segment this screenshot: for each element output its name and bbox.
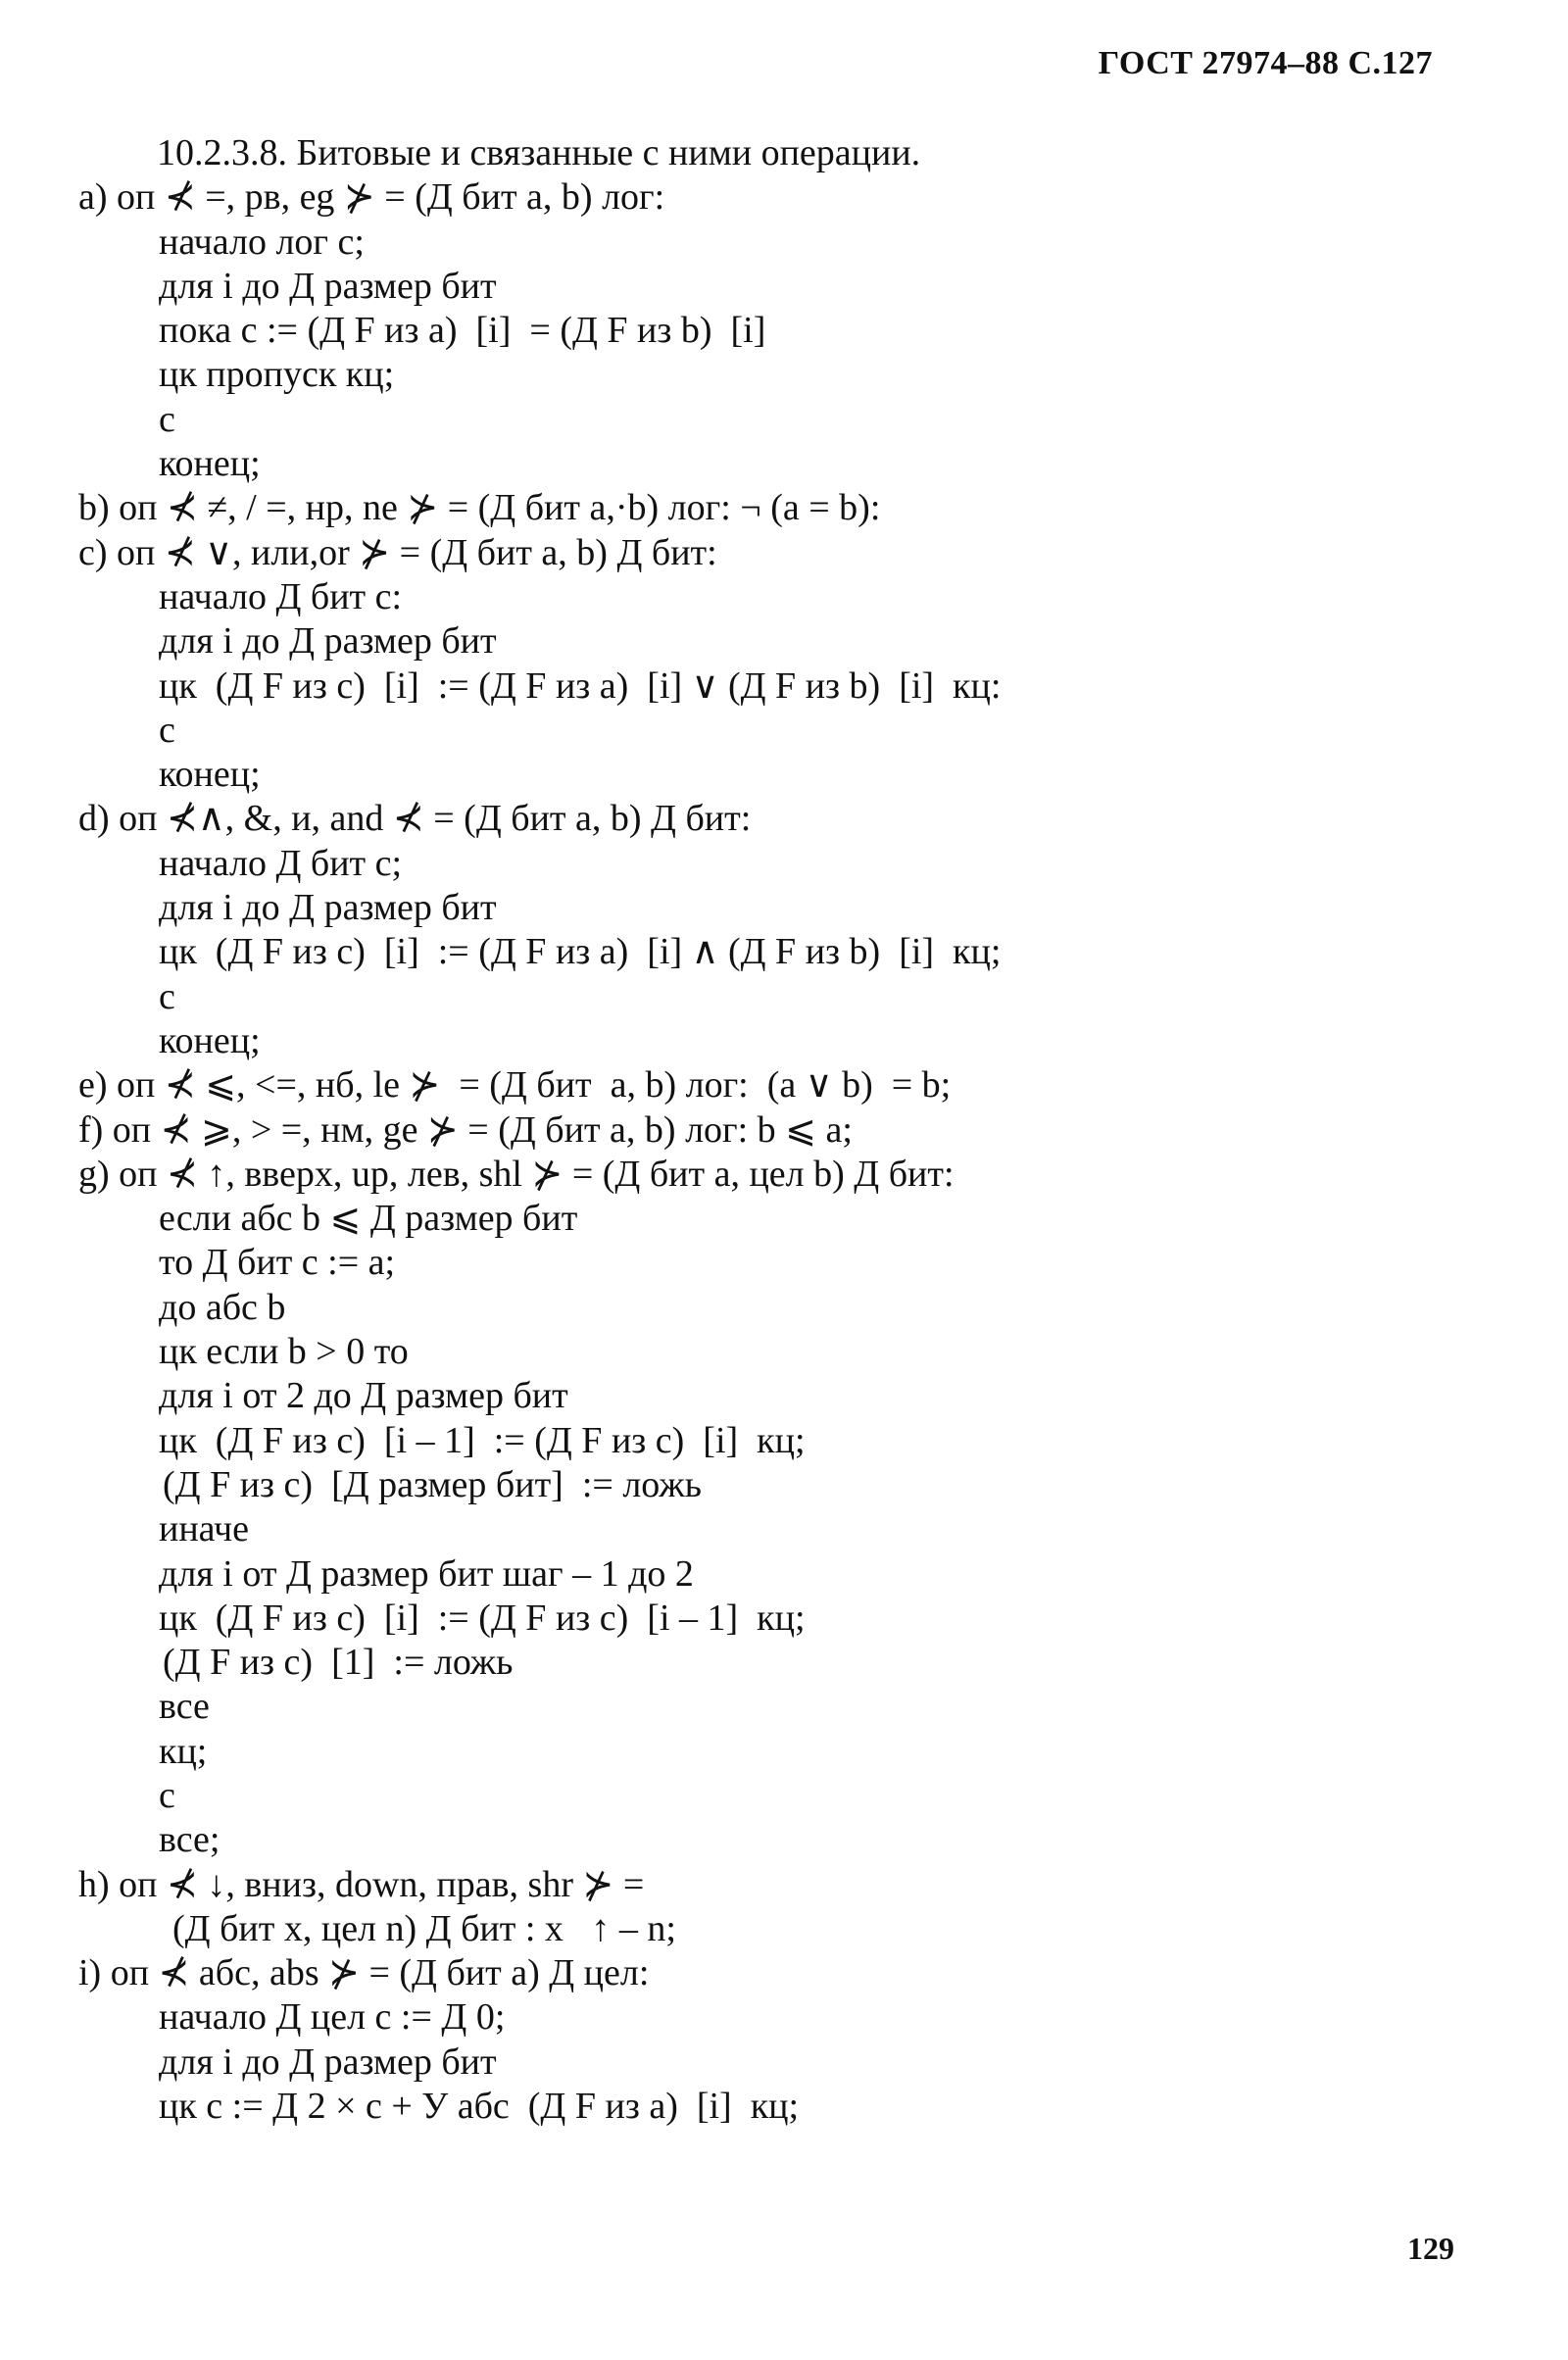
text-line: до абс b	[159, 1286, 286, 1328]
text-line: все	[159, 1686, 210, 1728]
text-line: цк (Д F из c) [i – 1] := (Д F из c) [i] кц;	[159, 1419, 806, 1461]
text-line: h) оп ⊀ ↓, вниз, down, прав, shr ⊁ =	[78, 1863, 645, 1905]
text-line: конец;	[159, 1019, 261, 1061]
text-line: (Д F из c) [Д размер бит] := ложь	[163, 1463, 702, 1505]
text-line: цк (Д F из c) [i] := (Д F из a) [i] ∧ (Д F из b) [i] кц;	[159, 931, 1002, 973]
text-line: конец;	[159, 754, 261, 796]
text-line: цк пропуск кц;	[159, 354, 395, 396]
text-line: для i до Д размер бит	[159, 887, 497, 929]
text-line: для i до Д размер бит	[159, 2040, 497, 2083]
text-line: c	[159, 1774, 175, 1816]
text-line: кц;	[159, 1730, 208, 1772]
text-line: начало лог c;	[159, 221, 365, 263]
text-line: c) оп ⊀ ∨, или,or ⊁ = (Д бит a, b) Д бит:	[78, 531, 717, 573]
text-line: i) оп ⊀ абс, abs ⊁ = (Д бит a) Д цел:	[78, 1952, 650, 1994]
text-line: для i до Д размер бит	[159, 620, 497, 663]
text-line: e) оп ⊀ ⩽, <=, нб, le ⊁ = (Д бит a, b) лог: (a ∨ b) = b;	[78, 1064, 952, 1106]
page-header: ГОСТ 27974–88 С.127	[1098, 45, 1433, 81]
text-line: d) оп ⊀∧, &, и, and ⊀ = (Д бит a, b) Д бит:	[78, 798, 752, 840]
text-line: для i от 2 до Д размер бит	[159, 1375, 568, 1417]
text-line: 10.2.3.8. Битовые и связанные с ними операции.	[157, 132, 921, 173]
text-line: начало Д бит c;	[159, 842, 403, 884]
text-line: c	[159, 398, 175, 440]
text-line: g) оп ⊀ ↑, вверх, up, лев, shl ⊁ = (Д бит a, цел b) Д бит:	[78, 1153, 955, 1195]
text-line: цк (Д F из c) [i] := (Д F из a) [i] ∨ (Д F из b) [i] кц:	[159, 664, 1002, 707]
text-line: начало Д цел c := Д 0;	[159, 1996, 506, 2039]
text-line: цк (Д F из c) [i] := (Д F из c) [i – 1] кц;	[159, 1597, 806, 1639]
text-line: c	[159, 975, 175, 1017]
text-line: (Д F из c) [1] := ложь	[163, 1642, 514, 1684]
text-line: а) оп ⊀ =, рв, eg ⊁ = (Д бит a, b) лог:	[78, 176, 665, 219]
page-number: 129	[1407, 2231, 1454, 2266]
text-line: начало Д бит c:	[159, 575, 403, 617]
text-line: то Д бит c := a;	[159, 1242, 396, 1284]
text-line: все;	[159, 1819, 220, 1861]
text-line: иначе	[159, 1508, 249, 1550]
text-line: конец;	[159, 443, 261, 485]
text-line: f) оп ⊀ ⩾, > =, нм, ge ⊁ = (Д бит a, b) лог: b ⩽ a;	[78, 1108, 853, 1151]
text-line: цк если b > 0 то	[159, 1331, 409, 1373]
document-body	[78, 131, 1490, 2129]
text-line: для i до Д размер бит	[159, 265, 497, 307]
text-line: для i от Д размер бит шаг – 1 до 2	[159, 1552, 694, 1595]
text-line: пока c := (Д F из a) [i] = (Д F из b) [i]	[159, 310, 766, 352]
text-line: b) оп ⊀ ≠, / =, нр, ne ⊁ = (Д бит a,·b) лог: ¬ (a = b):	[78, 487, 881, 529]
text-line: цк c := Д 2 × c + У абс (Д F из a) [i] кц;	[159, 2086, 800, 2128]
text-line: если абс b ⩽ Д размер бит	[159, 1198, 578, 1240]
text-line: (Д бит x, цел n) Д бит : x ↑ – n;	[172, 1907, 676, 1949]
text-line: c	[159, 709, 175, 751]
